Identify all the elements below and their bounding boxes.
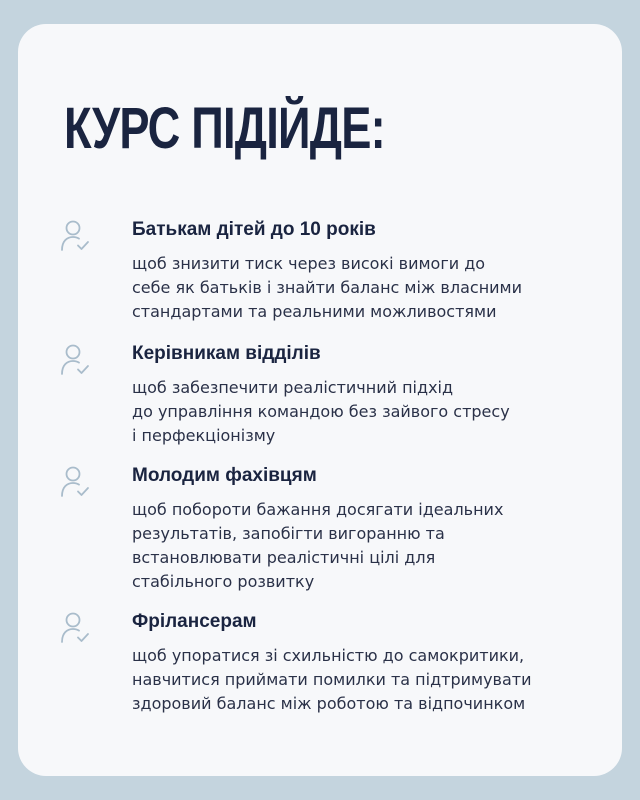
item-description: щоб забезпечити реалістичний підхід до управління командою без зайвого стресу і перфекціонізму (132, 378, 510, 445)
item-description: щоб побороти бажання досягати ідеальних результатів, запобігти вигоранню та встановлювати реалістичні цілі для стабільного розвитку (132, 500, 504, 591)
person-check-icon (60, 342, 90, 376)
person-check-icon (60, 610, 90, 644)
person-check-icon (60, 464, 90, 498)
item-title: Керівникам відділів (132, 343, 321, 364)
item-description: щоб знизити тиск через високі вимоги до себе як батьків і знайти баланс між власними стандартами та реальними можливостями (132, 254, 523, 321)
item-title: Молодим фахівцям (132, 465, 317, 486)
item-description: щоб упоратися зі схильністю до самокритики, навчитися приймати помилки та підтримувати здоровий баланс між роботою та відпочинком (132, 646, 532, 713)
item-title: Батькам дітей до 10 років (132, 219, 376, 240)
person-check-icon (60, 218, 90, 252)
page-title: КУРС ПІДІЙДЕ: (64, 96, 385, 161)
item-title: Фрілансерам (132, 611, 257, 632)
